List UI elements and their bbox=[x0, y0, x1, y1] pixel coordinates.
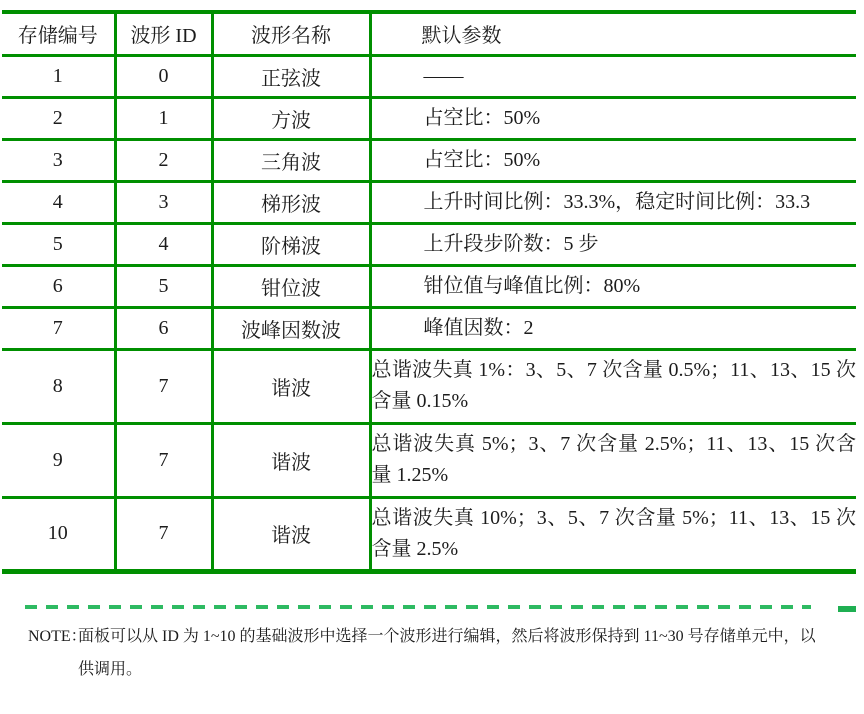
dashed-line bbox=[25, 605, 811, 609]
table-row bbox=[2, 97, 856, 139]
cell-waveform-name: 方波 bbox=[212, 97, 370, 139]
cell-waveform-id: 7 bbox=[115, 423, 212, 497]
cell-default-params: 占空比：50% bbox=[370, 97, 856, 139]
cell-default-params: 上升段步阶数：5 步 bbox=[370, 223, 856, 265]
cell-waveform-id: 6 bbox=[115, 307, 212, 349]
table-row bbox=[2, 497, 856, 571]
cell-waveform-name: 谐波 bbox=[212, 349, 370, 423]
cell-waveform-id: 7 bbox=[115, 497, 212, 571]
note-text: 面板可以从 ID 为 1~10 的基础波形中选择一个波形进行编辑，然后将波形保持到 11~30 号存储单元中，以供调用。 bbox=[78, 627, 816, 678]
table-row bbox=[2, 139, 856, 181]
table-header-row bbox=[2, 12, 856, 55]
cell-waveform-name: 正弦波 bbox=[212, 55, 370, 97]
cell-default-params: —— bbox=[370, 55, 856, 97]
cell-waveform-name: 谐波 bbox=[212, 423, 370, 497]
cell-default-params: 总谐波失真 5%；3、7 次含量 2.5%；11、13、15 次含量 1.25% bbox=[370, 423, 856, 497]
table-row bbox=[2, 307, 856, 349]
cell-storage-number: 3 bbox=[2, 139, 115, 181]
table-row bbox=[2, 349, 856, 423]
table-row bbox=[2, 181, 856, 223]
cell-waveform-name: 波峰因数波 bbox=[212, 307, 370, 349]
cell-storage-number: 5 bbox=[2, 223, 115, 265]
cell-waveform-id: 7 bbox=[115, 349, 212, 423]
table-body bbox=[2, 55, 856, 571]
note bbox=[0, 620, 864, 686]
cell-storage-number: 10 bbox=[2, 497, 115, 571]
cell-waveform-id: 3 bbox=[115, 181, 212, 223]
table-row bbox=[2, 55, 856, 97]
cell-waveform-name: 三角波 bbox=[212, 139, 370, 181]
cell-waveform-name: 谐波 bbox=[212, 497, 370, 571]
cell-waveform-id: 5 bbox=[115, 265, 212, 307]
cell-default-params: 上升时间比例：33.3%，稳定时间比例：33.3 bbox=[370, 181, 856, 223]
cell-storage-number: 7 bbox=[2, 307, 115, 349]
cell-waveform-name: 梯形波 bbox=[212, 181, 370, 223]
dashed-divider bbox=[0, 605, 864, 613]
cell-waveform-id: 4 bbox=[115, 223, 212, 265]
cell-default-params: 占空比：50% bbox=[370, 139, 856, 181]
header-storage-number: 存储编号 bbox=[2, 12, 115, 55]
cell-default-params: 峰值因数：2 bbox=[370, 307, 856, 349]
cell-waveform-id: 0 bbox=[115, 55, 212, 97]
cell-default-params: 总谐波失真 1%：3、5、7 次含量 0.5%；11、13、15 次含量 0.15% bbox=[370, 349, 856, 423]
header-waveform-id: 波形 ID bbox=[115, 12, 212, 55]
table-row bbox=[2, 265, 856, 307]
waveform-table bbox=[2, 10, 856, 574]
cell-waveform-id: 1 bbox=[115, 97, 212, 139]
cell-waveform-id: 2 bbox=[115, 139, 212, 181]
dashed-line-end-cap bbox=[838, 606, 856, 612]
cell-storage-number: 4 bbox=[2, 181, 115, 223]
cell-storage-number: 8 bbox=[2, 349, 115, 423]
note-label: NOTE： bbox=[28, 627, 87, 645]
cell-storage-number: 6 bbox=[2, 265, 115, 307]
cell-waveform-name: 阶梯波 bbox=[212, 223, 370, 265]
header-default-params: 默认参数 bbox=[370, 12, 856, 55]
cell-waveform-name: 钳位波 bbox=[212, 265, 370, 307]
cell-storage-number: 9 bbox=[2, 423, 115, 497]
cell-default-params: 总谐波失真 10%；3、5、7 次含量 5%；11、13、15 次含量 2.5% bbox=[370, 497, 856, 571]
cell-storage-number: 1 bbox=[2, 55, 115, 97]
table-row bbox=[2, 223, 856, 265]
header-waveform-name: 波形名称 bbox=[212, 12, 370, 55]
cell-storage-number: 2 bbox=[2, 97, 115, 139]
manual-page bbox=[0, 10, 864, 714]
table-row bbox=[2, 423, 856, 497]
cell-default-params: 钳位值与峰值比例：80% bbox=[370, 265, 856, 307]
